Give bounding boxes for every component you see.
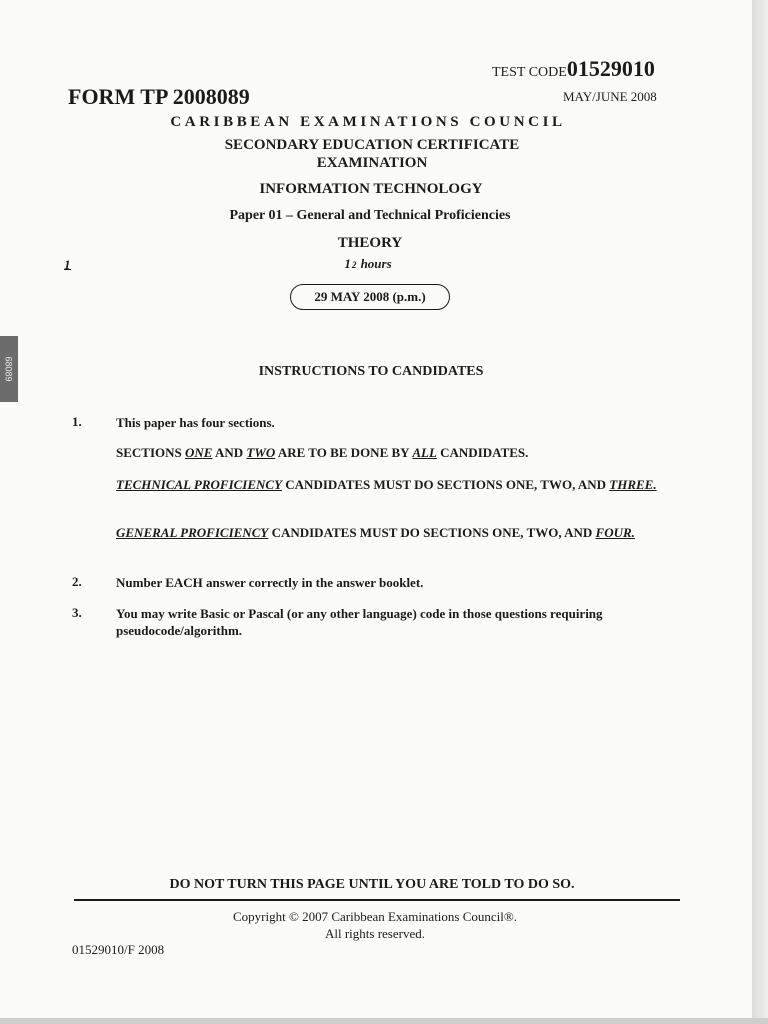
- item-1-text: This paper has four sections.: [116, 415, 275, 430]
- council-name: CARIBBEAN EXAMINATIONS COUNCIL: [170, 114, 566, 130]
- item-2-number: 2.: [72, 574, 82, 589]
- side-tab-label: 68089: [0, 336, 18, 402]
- general-proficiency-line: GENERAL PROFICIENCY CANDIDATES MUST DO SECTIONS ONE, TWO, AND FOUR.: [116, 525, 635, 540]
- duration-fraction: 1 2: [64, 257, 357, 273]
- certificate-line-2: EXAMINATION: [316, 155, 428, 171]
- copyright-notice: Copyright © 2007 Caribbean Examinations Council®.: [232, 909, 518, 924]
- paper-title: Paper 01 – General and Technical Proficiencies: [229, 208, 511, 223]
- item-2-text: Number EACH answer correctly in the answer booklet.: [116, 575, 424, 590]
- form-tp-number: FORM TP 2008089: [68, 84, 250, 109]
- item-3-number: 3.: [72, 605, 82, 620]
- subject-title: INFORMATION TECHNOLOGY: [259, 181, 483, 197]
- instructions-heading: INSTRUCTIONS TO CANDIDATES: [258, 364, 484, 379]
- sections-all-line: SECTIONS ONE AND TWO ARE TO BE DONE BY ALL CANDIDATES.: [116, 445, 529, 460]
- rights-reserved: All rights reserved.: [324, 926, 425, 941]
- exam-date-badge: 29 MAY 2008 (p.m.): [290, 284, 450, 310]
- paper-code: 01529010/F 2008: [72, 942, 165, 957]
- page-edge-bottom: [0, 1018, 768, 1024]
- item-1-number: 1.: [72, 414, 82, 429]
- test-code-label: TEST CODE: [492, 65, 567, 80]
- technical-proficiency-line: TECHNICAL PROFICIENCY CANDIDATES MUST DO SECTIONS ONE, TWO, AND THREE.: [116, 477, 657, 492]
- certificate-line-1: SECONDARY EDUCATION CERTIFICATE: [224, 137, 520, 153]
- do-not-turn-warning: DO NOT TURN THIS PAGE UNTIL YOU ARE TOLD TO DO SO.: [169, 877, 575, 892]
- test-code-value: 01529010: [566, 56, 655, 81]
- footer-divider: [74, 899, 680, 901]
- page-edge-right: [752, 0, 768, 1024]
- item-3-text: You may write Basic or Pascal (or any other language) code in those questions requiring pseudocode/algorithm.: [116, 606, 603, 638]
- exam-session: MAY/JUNE 2008: [563, 89, 657, 104]
- test-code: [492, 56, 655, 82]
- duration: 1 1 2 hours: [64, 256, 392, 273]
- section-type: THEORY: [337, 235, 403, 251]
